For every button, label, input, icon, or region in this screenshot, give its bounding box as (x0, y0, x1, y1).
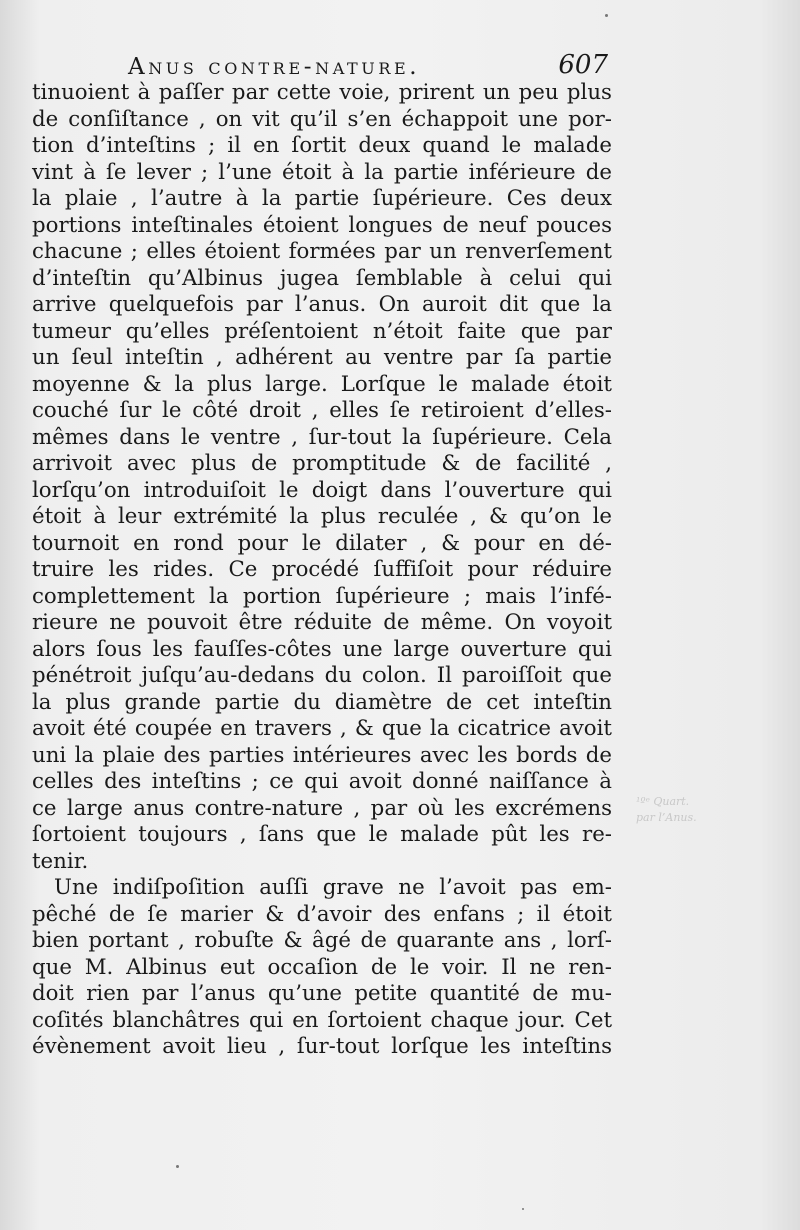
text-line: tenir. (32, 848, 89, 874)
text-line: coſités blanchâtres qui en ſortoient chaque jour. Cet (32, 1007, 612, 1033)
text-line: tournoit en rond pour le dilater , & pour en dé- (32, 530, 612, 556)
text-line: évènement avoit lieu , ſur-tout lorſque les inteſtins (32, 1034, 612, 1059)
text-line: ſortoient toujours , ſans que le malade pût les re- (32, 822, 612, 847)
text-line: avoit été coupée en travers , & que la cicatrice avoit (32, 716, 612, 741)
running-head: Anus contre-nature. (128, 54, 421, 80)
text-line: pénétroit juſqu’au-dedans du colon. Il paroiſſoit que (32, 663, 612, 688)
text-line: rieure ne pouvoit être réduite de même. On voyoit (32, 610, 612, 635)
text-line: alors ſous les fauſſes-côtes une large ouverture qui (32, 636, 612, 662)
text-line: bien portant , robuſte & âgé de quarante ans , lorſ- (32, 928, 612, 953)
text-line: couché ſur le côté droit , elles ſe retiroient d’elles- (32, 398, 612, 423)
text-line: que M. Albinus eut occaſion de le voir. Il ne ren- (32, 954, 612, 980)
paper-speck (522, 1208, 524, 1210)
bleed-through-mark: ¹ºᵉ Quart. (636, 795, 690, 808)
paper-speck (605, 14, 608, 17)
paragraph (32, 80, 612, 875)
text-line: pêché de ſe marier & d’avoir des enfans ; il étoit (32, 901, 612, 927)
text-line: complettement la portion ſupérieure ; mais l’infé- (32, 583, 612, 609)
text-line: chacune ; elles étoient formées par un renverſement (32, 239, 612, 264)
text-line: doit rien par l’anus qu’une petite quantité de mu- (32, 981, 612, 1006)
text-line: Une indiſpoſition auſſi grave ne l’avoit pas em- (54, 875, 612, 900)
paragraph (32, 875, 612, 1061)
text-line: truire les rides. Ce procédé ſuffiſoit pour réduire (32, 557, 612, 582)
text-line: mêmes dans le ventre , ſur-tout la ſupérieure. Cela (32, 424, 612, 450)
text-line: arrive quelquefois par l’anus. On auroit dit que la (32, 292, 612, 317)
text-line: étoit à leur extrémité la plus reculée , & qu’on le (32, 504, 612, 529)
text-line: vint à ſe lever ; l’une étoit à la partie inférieure de (32, 159, 612, 185)
body-text (32, 80, 612, 1061)
text-line: lorſqu’on introduiſoit le doigt dans l’ouverture qui (32, 477, 612, 503)
text-line: de conſiſtance , on vit qu’il s’en échappoit une por- (32, 106, 612, 132)
paper-speck (176, 1165, 179, 1168)
text-line: celles des inteſtins ; ce qui avoit donné naiſſance à (32, 769, 612, 794)
text-line: un ſeul inteſtin , adhérent au ventre par ſa partie (32, 345, 612, 370)
text-line: la plus grande partie du diamètre de cet inteſtin (32, 689, 612, 715)
text-line: la plaie , l’autre à la partie ſupérieure. Ces deux (32, 186, 612, 211)
text-line: tion d’inteſtins ; il en ſortit deux quand le malade (32, 133, 612, 158)
text-line: uni la plaie des parties intérieures avec les bords de (32, 742, 612, 768)
text-line: tinuoient à paſſer par cette voie, prirent un peu plus (32, 80, 612, 105)
page-number: 607 (558, 50, 608, 80)
text-line: arrivoit avec plus de promptitude & de facilité , (32, 451, 612, 476)
text-line: d’inteſtin qu’Albinus jugea ſemblable à celui qui (32, 265, 612, 291)
text-line: ce large anus contre-nature , par où les excrémens (32, 795, 612, 821)
text-line: tumeur qu’elles préſentoient n’étoit faite que par (32, 318, 612, 344)
bleed-through-mark: par l’Anus. (636, 811, 697, 824)
text-line: portions inteſtinales étoient longues de neuf pouces (32, 212, 612, 238)
text-line: moyenne & la plus large. Lorſque le malade étoit (32, 371, 612, 397)
